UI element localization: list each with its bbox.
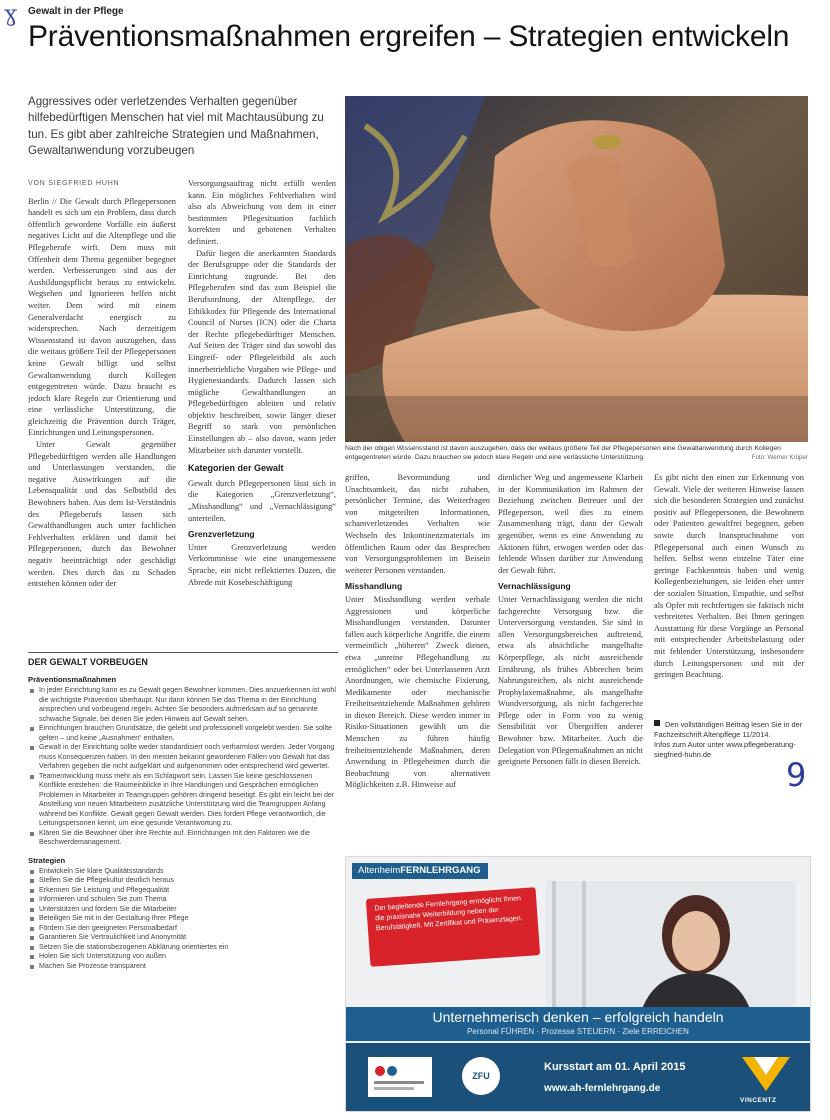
paragraph: Gewalt durch Pflegepersonen lässt sich in die Kategorien „Grenzverletzung“, „Misshandlung“ und „Vernachlässigung“ unterteilen. (188, 478, 336, 523)
subheading: Grenzverletzung (188, 529, 255, 540)
list-item: Unterstützen und fördern Sie die Mitarbeiter (28, 905, 338, 915)
author-note (654, 720, 804, 760)
ad-headline: Unternehmerisch denken – erfolgreich handeln (432, 1009, 724, 1025)
subheading: Vernachlässigung (498, 581, 571, 592)
list-item: Garantieren Sie Vertraulichkeit und Anonymität (28, 933, 338, 943)
article-photo (345, 96, 808, 442)
paragraph: Es gibt nicht den einen zur Erkennung von Gewalt. Viele der weiteren Hinweise lassen sich die besonderen Strategien und zunächst positiv auf Pflegepersonen, die Bewohnern oder Patienten gewaltfrei begegnen, geben sowie durch Inanspruchnahme von Pflegepersonal auch einen Wunsch zu helfen. Selbst wenn einzelne Täter eine geringe Fachkenntnis haben und wenig Kollegenbeziehungen, sie leiden eher unter der sozialen Situation, Empathie, und selbst als Opfer mit rechtfertigen sie faktisch nicht verbreitetes Verhalten. Bei Ihnen geringen Ausstattung für diese Vorgänge an Personal mit entsprechender Arbeitsbelastung oder mit fehlender Unterstützung, insbesondere durch Leitungspersonen und mit der geringen Beachtung. (654, 473, 804, 680)
list-item: Teamentwicklung muss mehr als ein Schlagwort sein. Lassen Sie keine geschlossenen Konflikte entstehen: die Raumeinblicke in Ihre Handlungen und Gesprächen ermöglichen Problemen in Mitarbeiter in Teamgruppen gehören dringend beseitigt. Es gibt ein leicht bei der Anstellung von neuen Mitarbeitern zusätzliche Unterstützung wird die Teamgruppen Anfang während bei Konflikte. Gewalt gegen Gewalt werden. Dies fordert Pflege verantwortlich, die Leitungspersonen kennt, um eine gesunde Verantwortung zu. (28, 772, 338, 829)
box-title: DER GEWALT VORBEUGEN (28, 657, 148, 667)
list-item: Informieren und schulen Sie zum Thema (28, 895, 338, 905)
vendor-name: VINCENTZ (740, 1097, 777, 1104)
zfu-seal: ZFU (462, 1057, 500, 1095)
ad-brand (352, 863, 488, 879)
list-item: Beteiligen Sie mit in der Gestaltung Ihrer Pflege (28, 914, 338, 924)
ad-subline: Personal FÜHREN · Prozesse STEUERN · Ziele ERREICHEN (467, 1027, 689, 1036)
ad-brand-b: FERNLEHRGANG (400, 865, 481, 876)
article-column-4 (498, 472, 643, 802)
paragraph: Berlin // Die Gewalt durch Pflegepersonen handelt es sich um ein Problem, dass durch öffentlich gewordene Vorfälle ein äußerst negatives Licht auf die Altenpflege und die Pflegeberufe wirft. Dem muss mit Offenheit dem Thema gegenüber begegnet werden. Verbesserungen sind aus der Ausbildungspflicht heraus zu entwickeln. Wegsehen und Ignorieren helfen nicht weiter. Dem wird mit einem Generalverdacht energisch zu widersprechen. Nach derzeitigem Wissensstand ist davon auszugehen, dass die weitaus größere Teil der Pflegepersonen keine Gewalt billigt und selbst Gewaltanwendung durch Kollegen entgegentreten würde. Dazu braucht es jedoch klare Regeln zur Orientierung und eine verlässliche Unterstützung, die gleichzeitig die Prävention durch Träger, Einrichtungen und Leitungspersonen. (28, 196, 176, 438)
box-section-heading: Strategien (28, 855, 66, 865)
paragraph: Dafür liegen die anerkannten Standards der Berufsgruppe oder die Standards der Einrichtung zugrunde. Bei den Pflegeberufen sind das zum Beispiel die Berufsordnung, der Altenpflege, der Ethikkodex für Pflegende des International Council of Nurses (ICN) oder die Charta der Rechte pflegebedürftiger Menschen. Auf Seiten der Träger sind das sowohl das Eingreif- oder Pflegeleitbild als auch innerbetriebliche Vorgaben wie Pflege- und Hygienestandards. Dadurch lassen sich mögliche Gewalthandlungen an Pflegebedürftigen ableiten und relativ objektiv beschreiben, sowie länger dieser Begriff so stark von persönlichen Einstellungen ab – also davon, wann jeder Mitarbeiter sich darunter vorstellt. (188, 248, 336, 455)
paragraph: Unter Grenzverletzung werden Verkommnisse wie eine unangemessene Sprache, ein nicht reflektiertes Duzen, die Abrede mit Kosebeschäftigung (188, 542, 336, 587)
vincentz-logo-icon (738, 1051, 794, 1095)
prevention-list (28, 686, 338, 848)
advertisement[interactable] (345, 856, 811, 1112)
box-section-heading: Präventionsmaßnahmen (28, 675, 117, 684)
prevention-box (28, 652, 338, 1113)
list-item: In jeder Einrichtung kann es zu Gewalt gegen Bewohner kommen. Dies anzuerkennen ist wohl die wichtigste Prävention überhaupt. Nur dann können Sie das Thema in der Einrichtung ansprechen und vorbeugend regeln. Achten Sie besonders aufmerksam auf so genannte schwache Signale, bei denen Sie jeden Hinweis auf Gewalt sehen. (28, 686, 338, 724)
list-item: Erkennen Sie Leistung und Pflegequalität (28, 886, 338, 896)
page-number: 9 (786, 756, 807, 794)
paragraph: dienlicher Weg und angemessene Klarheit in der Kommunikation im Rahmen der Beziehung zwischen Betreuer und der Pflegeperson, weil dies zu einem Zusammenhang trägt, dann der Gewalt gegenüber, wenn es eine Anwendung zu Aktionen führt, erwogen werden oder das fehlende Wissen darüber zur Anwendung der Gewalt führt. (498, 473, 643, 575)
ad-url-link[interactable]: www.ah-fernlehrgang.de (544, 1083, 661, 1094)
section-heading: Kategorien der Gewalt (188, 463, 284, 474)
photo-caption (345, 444, 808, 463)
list-item: Entwickeln Sie klare Qualitätsstandards (28, 867, 338, 877)
list-item: Holen Sie sich Unterstützung von außen (28, 952, 338, 962)
strategy-list (28, 867, 338, 972)
ad-portrait-illustration (546, 881, 796, 1009)
article-column-2 (188, 178, 336, 644)
handwritten-mark: ɣ (4, 2, 18, 27)
list-item: Fördern Sie den geeigneten Personalbedarf (28, 924, 338, 934)
list-item: Klären Sie die Bewohner über ihre Rechte auf. Einrichtungen mit den Faktoren wie die Beschwerdemanagement. (28, 829, 338, 848)
subheading: Misshandlung (345, 581, 403, 592)
lead-text: Aggressives oder verletzendes Verhalten gegenüber hilfebedürftigen Menschen hat viel mit Machtausübung zu tun. Es gibt aber zahlreiche Strategien und Maßnahmen, Gewaltanwendung vorzubeugen (28, 95, 324, 158)
kicker: Gewalt in der Pflege (28, 6, 124, 17)
article-column-1 (28, 178, 176, 644)
paragraph: griffen, Bevormundung und Unachtsamkeit, das nicht zuhaben, persönlicher Termine, das Weiterfragen von mitgeteilten Informationen, schamverletzendes Verhalten wie Wechseln des Inkontinenzmaterials im öffentlichen Raum oder das Besprechen von Versorgungsproblemen im Beisein weiterer Personen verstanden. (345, 473, 490, 575)
ad-band (346, 1007, 810, 1041)
list-item: Gewalt in der Einrichtung sollte weder standardisiert noch verharmlost werden. Jeder Vorgang muss Konsequenzen haben. In den meisten bekannt gewordenen Fällen von Gewalt hat das Verfahren gegeben die nicht aufgeklärt und aufgenommen oder entsprechend wird gewertet. (28, 743, 338, 772)
article-column-3 (345, 472, 490, 802)
paragraph: Unter Gewalt gegenüber Pflegebedürftigen werden alle Handlungen und Unterlassungen verstanden, die negative Auswirkungen auf die Lebensqualität und das Selbstbild des Bewohners haben. Aus dem Ist-Verständnis des Pflegeberufs lassen sich Gewalthandlungen auch unter fachlichen Fehlverhalten erklären und damit bei Pflegepersonen, durch das Bewohner negativ beeinträchtigt oder geschädigt werden. Dies durch das zu Schaden entstehen können oder der (28, 440, 176, 589)
paragraph: Versorgungsauftrag nicht erfüllt werden kann. Ein mögliches Fehlverhalten wird also als Abweichung von dem in einer bestimmten Pflegesituation fachlich korrekten und gebotenen Verhalten definiert. (188, 179, 336, 246)
byline: VON SIEGFRIED HUHN (28, 180, 120, 187)
list-item: Einrichtungen brauchen Grundsätze, die gelebt und professionell vorgelebt werden. Sie sollte gelten – und keine „Ausnahmen“ enthalten. (28, 724, 338, 743)
ad-bubble: Der begleitende Fernlehrgang ermöglicht Ihnen die praxisnahe Weiterbildung neben der Berufstätigkeit. Mit Zertifikat und Präsenztagen. (366, 887, 540, 967)
note-extra: Infos zum Autor unter www.pflegeberatung-siegfried-huhn.de (654, 740, 796, 759)
list-item: Machen Sie Prozesse transparent (28, 962, 338, 972)
ad-footer (346, 1043, 810, 1111)
note-text: Den vollständigen Beitrag lesen Sie in der Fachzeitschrift Altenpflege 11/2014. (654, 720, 803, 739)
ad-brand-a: Altenheim (358, 865, 401, 876)
article-column-5 (654, 472, 804, 716)
ad-course-start: Kursstart am 01. April 2015 (544, 1061, 686, 1073)
caption-text: Nach der obigen Wissensstand ist davon auszugehen, dass der weitaus größere Teil der Pflegepersonen eine Gewaltanwendung durch Kollegen entgegentreten würde. Dazu brauchen sie jedoch klare Regeln und eine verlässliche Unterstützung. (345, 445, 781, 462)
paragraph: Unter Vernachlässigung werden die nicht fachgerechte Versorgung bzw. die Unterversorgung verstanden. Sie sind in allen Versorgungsbereichen auftretend, etwa als absichtliche mangelhafte Körperpflege, als nicht ausreichende Ernährung, als frühes Abbrechen beim Nahrungsreichen, als nicht ausreichende Prophylaxemaßnahme, als mangelhafte Wundversorgung, als nicht fachgerechte Pflege oder in Form von zu wenig Sensibilität vor Übergriffen anderer Bewohner bzw. Mitarbeiter. Auch die Delegation von Pflegemaßnahmen an nicht geeignete Personen fällt in diesen Bereich. (498, 594, 643, 767)
list-item: Setzen Sie die stationsbezogenen Abklärung orientiertes ein (28, 943, 338, 953)
paragraph: Unter Misshandlung werden verbale Aggressionen und körperliche Misshandlungen verstanden. Darunter fallen auch körperliche Angriffe, die einem vermeintlich „höheren“ Zweck dienen, etwa „unreine Pflegehandlung zu ermöglichen“ oder bei Unterlassenen Arzt Anordnungen, wie chemische Fixierung, Medikamente oder mechanische Freiheitsentziehende Maßnahmen gehören in diesen Bereich. Diese werden immer in Risiko-Situationen gewählt um die Menschen zu führen häufig freiheitsentziehende Maßnahmen, deren Anwendung in Pflegeheimen durch die Beobachtung von alternativen Möglichkeiten z.B. Hinweise auf (345, 594, 490, 790)
certification-logo (368, 1057, 432, 1097)
list-item: Stellen Sie die Pflegekultur deutlich heraus (28, 876, 338, 886)
headline: Präventionsmaßnahmen ergreifen – Strategien entwickeln (28, 20, 790, 53)
certification-logo-icon (368, 1057, 432, 1097)
bullet-square-icon (654, 720, 660, 726)
hand-on-arm-illustration (345, 96, 808, 442)
photo-credit: Foto: Werner Krüper (751, 454, 808, 462)
